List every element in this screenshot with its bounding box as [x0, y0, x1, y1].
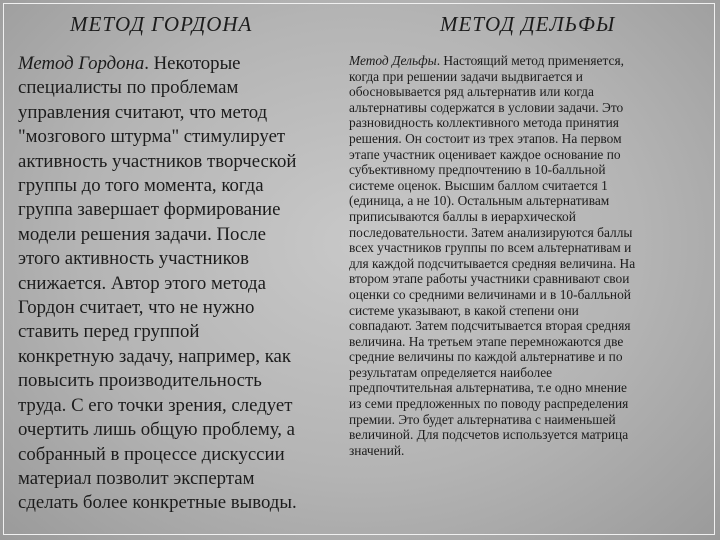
gordon-line: сделать более конкретные выводы. — [18, 492, 297, 514]
delphi-line: премии. Это будет альтернатива с наименьшей — [349, 411, 616, 427]
delphi-line: разновидность коллективного метода принятия — [349, 115, 619, 131]
delphi-line: результатам определяется наиболее — [349, 364, 553, 380]
delphi-line: из семи предложенных по поводу распределения — [349, 396, 629, 412]
gordon-line: снижается. Автор этого метода — [18, 272, 266, 294]
delphi-line: системе указывают, в какой степени они — [349, 302, 579, 318]
delphi-line: оценки со средними величинами и в 10-балльной — [349, 286, 631, 302]
delphi-line: последовательности. Затем анализируются баллы — [349, 224, 633, 240]
delphi-line: системе оценок. Высшим баллом считается 1 — [349, 177, 608, 193]
gordon-line: "мозгового штурма" стимулирует — [18, 126, 286, 148]
delphi-line: совпадают. Затем подсчитывается вторая средняя — [349, 318, 631, 334]
gordon-text-column — [18, 52, 350, 516]
delphi-line: (единица, а не 10). Остальным альтернативам — [349, 193, 610, 209]
delphi-line: приписываются баллы в иерархической — [349, 208, 576, 224]
gordon-line: группа завершает формирование — [18, 199, 281, 221]
text-line — [18, 52, 350, 76]
delphi-line: когда при решении задачи выдвигается и — [349, 68, 583, 84]
gordon-line: материал позволит экспертам — [18, 467, 255, 489]
delphi-line: для каждой подсчитывается средняя величина. На — [349, 255, 636, 271]
gordon-line: ставить перед группой — [18, 321, 200, 343]
delphi-line: величина. На третьем этапе перемножаются две — [349, 333, 624, 349]
delphi-text-column — [349, 53, 717, 458]
gordon-line: конкретную задачу, например, как — [18, 345, 292, 367]
gordon-line: собранный в процессе дискуссии — [18, 443, 285, 465]
gordon-lead: Метод Гордона — [18, 53, 145, 74]
delphi-line: всех участников группы по всем альтернативам и — [349, 240, 632, 256]
gordon-line: повысить производительность — [18, 370, 262, 392]
heading-gordon: МЕТОД ГОРДОНА — [70, 12, 253, 36]
delphi-line: втором этапе работы участники сравнивают свои — [349, 271, 630, 287]
gordon-line: Гордон считает, что не нужно — [18, 297, 255, 319]
delphi-line: обосновывается ряд альтернатив или когда — [349, 84, 594, 100]
gordon-line: труда. С его точки зрения, следует — [18, 394, 293, 416]
delphi-line: альтернативы содержатся в условии задачи. Это — [349, 99, 624, 115]
gordon-line: специалисты по проблемам — [18, 77, 239, 99]
delphi-line: величиной. Для подсчетов используется матрица — [349, 427, 629, 443]
delphi-line: предпочтительная альтернатива, т.е одно мнение — [349, 380, 627, 396]
heading-delphi: МЕТОД ДЕЛЬФЫ — [440, 12, 616, 36]
delphi-line: средние величины по каждой альтернативе и по — [349, 349, 623, 365]
text-line — [349, 53, 717, 69]
delphi-line: . Настоящий метод применяется, — [436, 53, 624, 68]
gordon-line: группы до того момента, когда — [18, 175, 264, 197]
gordon-line: этого активность участников — [18, 248, 250, 270]
delphi-line: субъективному предпочтению в 10-балльной — [349, 162, 606, 178]
gordon-line: управления считают, что метод — [18, 101, 268, 123]
delphi-line: этапе участник оценивает каждое основание по — [349, 146, 621, 162]
gordon-line: . Некоторые — [144, 53, 241, 74]
delphi-line: решения. Он состоит из трех этапов. На первом — [349, 130, 622, 146]
delphi-lead: Метод Дельфы — [349, 53, 437, 68]
gordon-line: модели решения задачи. После — [18, 223, 266, 245]
gordon-line: активность участников творческой — [18, 150, 297, 172]
gordon-line: очертить лишь общую проблему, а — [18, 419, 295, 441]
delphi-line: значений. — [349, 442, 405, 458]
